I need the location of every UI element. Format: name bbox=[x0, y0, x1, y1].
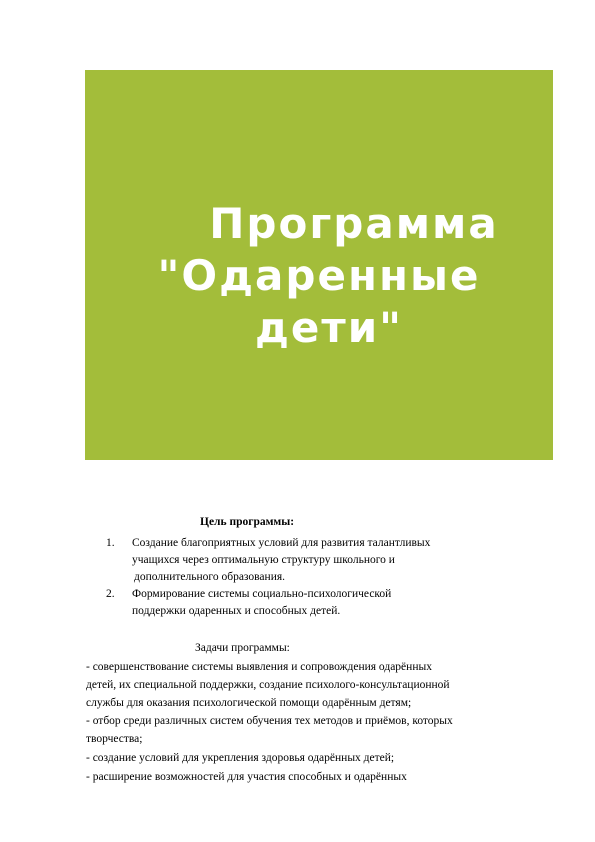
tasks-line-6: - создание условий для укрепления здоровья одарённых детей; bbox=[86, 752, 395, 764]
goal-item-2-number: 2. bbox=[106, 588, 115, 600]
tasks-line-5: творчества; bbox=[86, 733, 143, 745]
goal-item-1-line-1: Создание благоприятных условий для развития талантливых bbox=[132, 537, 431, 549]
goal-heading: Цель программы: bbox=[200, 516, 295, 528]
tasks-line-3: службы для оказания психологической помощи одарённым детям; bbox=[86, 697, 412, 709]
goal-item-1-line-2: учащихся через оптимальную структуру школьного и bbox=[132, 554, 395, 566]
tasks-line-2: детей, их специальной поддержки, создание психолого-консультационной bbox=[86, 679, 450, 691]
goal-item-2-line-2: поддержки одаренных и способных детей. bbox=[132, 605, 341, 617]
cover-title-line-3: дети" bbox=[254, 303, 404, 352]
goal-item-1-number: 1. bbox=[106, 537, 115, 549]
goal-item-2-line-1: Формирование системы социально-психологической bbox=[132, 588, 392, 600]
tasks-line-4: - отбор среди различных систем обучения тех методов и приёмов, которых bbox=[86, 715, 453, 727]
cover-block bbox=[85, 70, 553, 460]
tasks-line-7: - расширение возможностей для участия способных и одарённых bbox=[86, 771, 407, 783]
cover-title bbox=[85, 198, 553, 354]
cover-title-line-2: "Одаренные bbox=[157, 251, 481, 300]
cover-title-line-1: Программа bbox=[209, 199, 499, 248]
tasks-line-1: - совершенствование системы выявления и сопровождения одарённых bbox=[86, 661, 432, 673]
goal-item-1-line-3: дополнительного образования. bbox=[134, 571, 286, 583]
tasks-heading: Задачи программы: bbox=[195, 642, 290, 654]
